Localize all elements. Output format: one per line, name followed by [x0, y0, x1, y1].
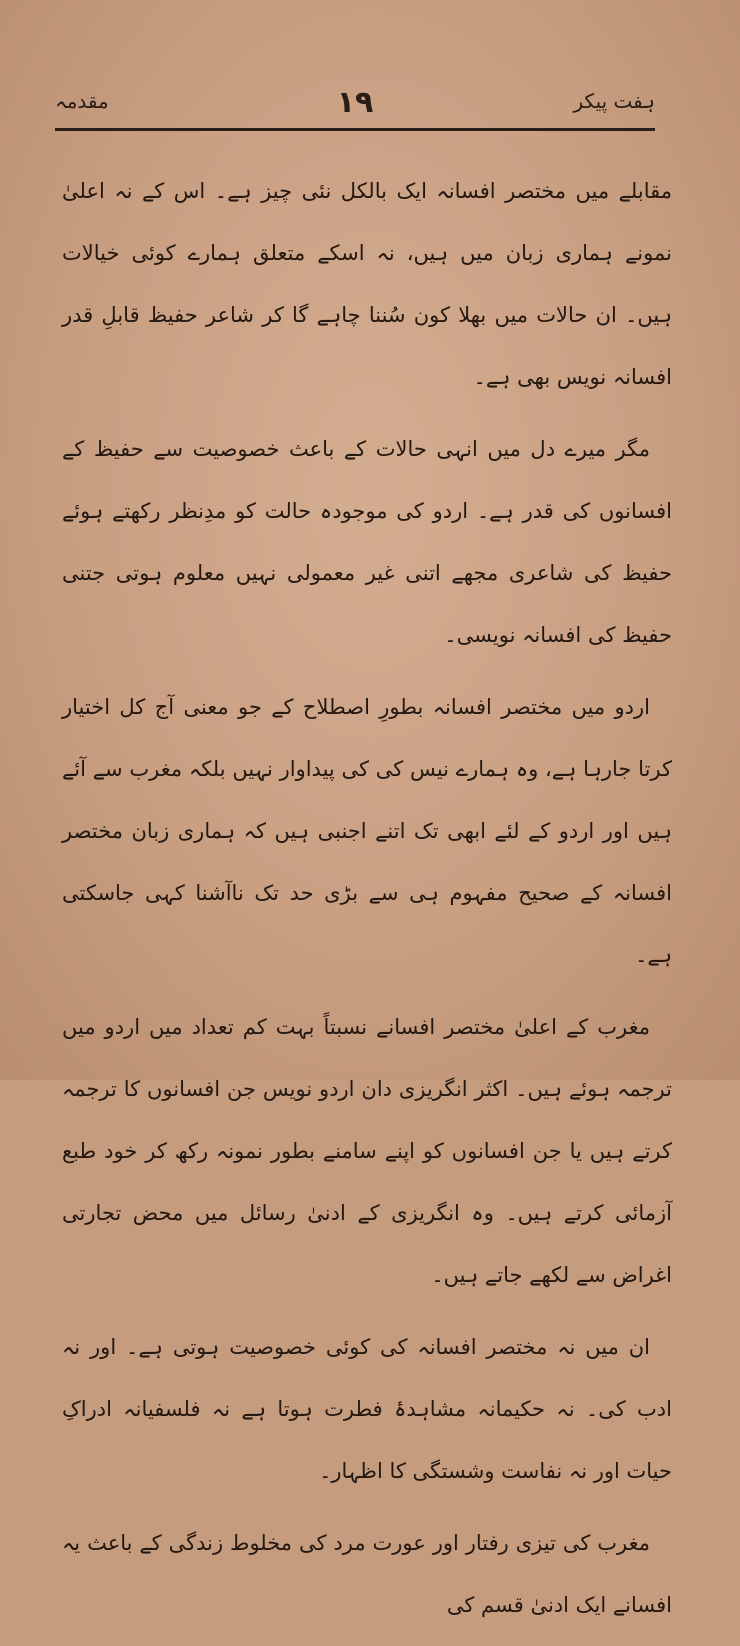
paragraph-1: مقابلے میں مختصر افسانہ ایک بالکل نئی چیز ہے۔ اس کے نہ اعلیٰ نمونے ہماری زبان میں ہیں، نہ اسکے متعلق ہمارے کوئی خیالات ہیں۔ ان حالات میں بھلا کون سُننا چاہے گا کر شاعر حفیظ قابلِ قدر افسانہ نویس بھی ہے۔ [62, 179, 672, 389]
paragraph-6: مغرب کی تیزی رفتار اور عورت مرد کی مخلوط زندگی کے باعث یہ افسانے ایک ادنیٰ قسم کی [62, 1531, 672, 1617]
paragraph-5: ان میں نہ مختصر افسانہ کی کوئی خصوصیت ہوتی ہے۔ اور نہ ادب کی۔ نہ حکیمانہ مشاہدۂ فطرت ہوتا ہے نہ فلسفیانہ ادراکِ حیات اور نہ نفاست وشستگی کا اظہار۔ [62, 1335, 672, 1483]
running-head: ہفت پیکر [573, 89, 655, 113]
paragraph-2: مگر میرے دل میں انہی حالات کے باعث خصوصیت سے حفیظ کے افسانوں کی قدر ہے۔ اردو کی موجودہ حالت کو مدِنظر رکھتے ہوئے حفیظ کی شاعری مجھے اتنی غیر معمولی نہیں معلوم ہوتی جتنی حفیظ کی افسانہ نویسی۔ [62, 437, 672, 647]
header-rule [55, 128, 655, 131]
page-header [55, 85, 655, 125]
paragraph-3: اردو میں مختصر افسانہ بطورِ اصطلاح کے جو معنی آج کل اختیار کرتا جارہا ہے، وہ ہمارے نیس کی کی پیداوار نہیں بلکہ مغرب سے آئے ہیں اور اردو کے لئے ابھی تک اتنے اجنبی ہیں کہ ہماری زبان مختصر افسانہ کے صحیح مفہوم ہی سے بڑی حد تک ناآشنا کہی جاسکتی ہے۔ [62, 695, 672, 967]
section-name: مقدمہ [55, 89, 109, 113]
body-text [62, 160, 672, 1646]
paragraph-4: مغرب کے اعلیٰ مختصر افسانے نسبتاً بہت کم تعداد میں اردو میں ترجمہ ہوئے ہیں۔ اکثر انگریزی دان اردو نویس جن افسانوں کا ترجمہ کرتے ہیں یا جن افسانوں کو اپنے سامنے بطور نمونہ رکھ کر خود طبع آزمائی کرتے ہیں۔ وہ انگریزی کے ادنیٰ رسائل میں محض تجارتی اغراض سے لکھے جاتے ہیں۔ [62, 1015, 672, 1287]
page-number: ۱۹ [336, 85, 374, 120]
